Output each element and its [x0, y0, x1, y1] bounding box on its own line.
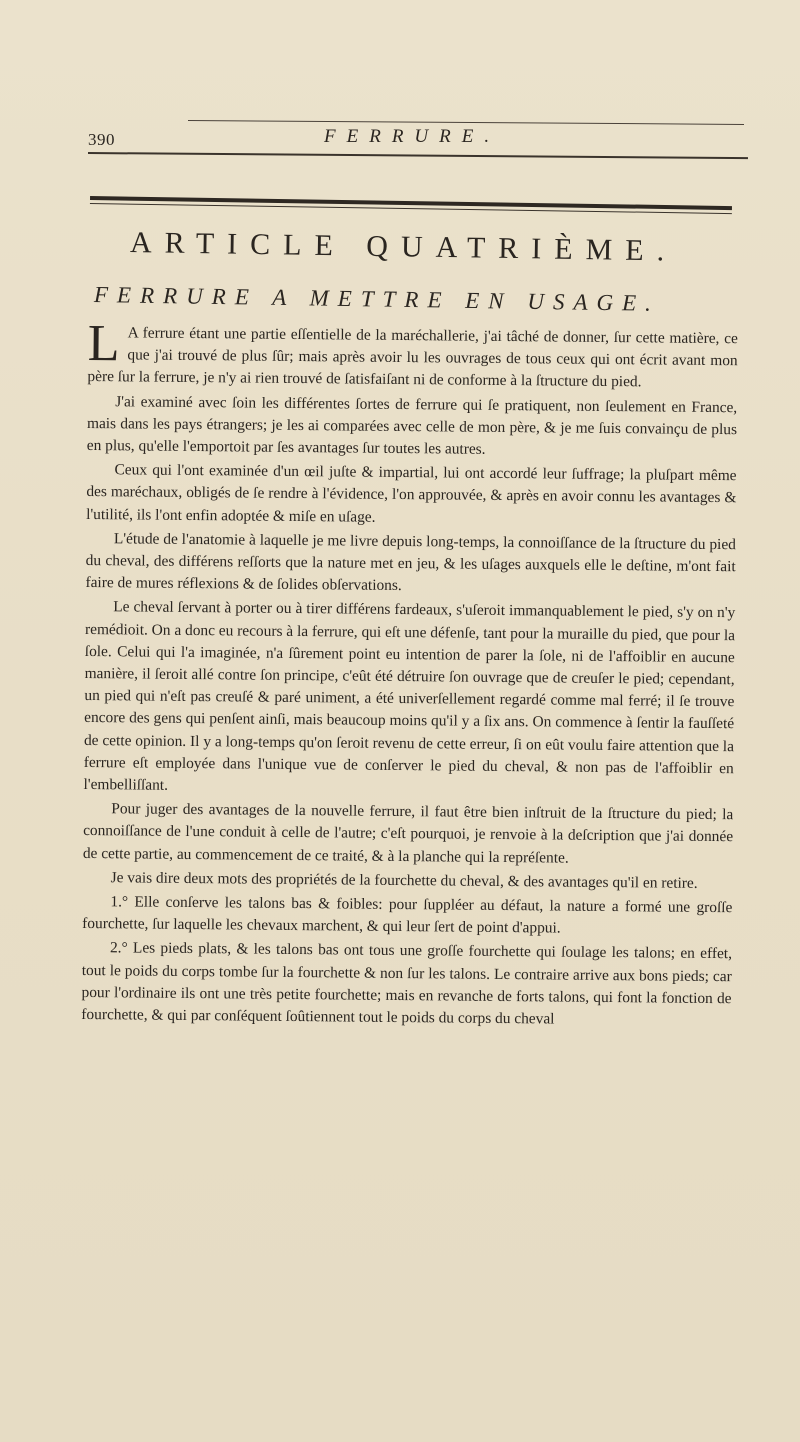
paragraph-2: J'ai examiné avec ſoin les différentes ſortes de ferrure qui ſe pratiquent, non ſeulement en France, mais dans les pays étrangers; je les ai comparées avec celle de mon père, & je me ſuis convainçu de plus en plus, qu'elle l'emportoit par ſes avantages ſur toutes les autres.	[86, 392, 738, 458]
page-number: 390	[88, 130, 115, 149]
paragraph-4: L'étude de l'anatomie à laquelle je me livre depuis long-temps, la connoiſſance de la ſtructure du pied du cheval, des différens reſſorts que la nature met en jeu, & les uſages auxquels elle le deſtine, m'ont fait faire de mures réflexions & de ſolides obſervations.	[85, 530, 736, 595]
article-title: ARTICLE QUATRIÈME.	[129, 226, 678, 268]
section-double-rule	[90, 196, 732, 214]
drop-cap: L	[87, 315, 120, 373]
paragraph-8: 1.° Elle conſerve les talons bas & foibles: pour ſuppléer au défaut, la nature a formé une groſſe fourchette, ſur laquelle les chevaux marchent, & qui leur ſert de point d'appui.	[82, 893, 733, 937]
top-thin-rule	[188, 120, 744, 125]
paragraph-3: Ceux qui l'ont examinée d'un œil juſte & impartial, lui ont accordé leur ſuffrage; la pluſpart même des maréchaux, obligés de ſe rendre à l'évidence, l'on approuvée, & après en avoir connu les avantages & l'utilité, ils l'ont enfin adoptée & miſe en uſage.	[86, 461, 737, 526]
paragraph-7: Je vais dire deux mots des propriétés de la fourchette du cheval, & des avantages qu'il en retire.	[110, 869, 698, 892]
page-header	[88, 126, 748, 156]
paragraph-6: Pour juger des avantages de la nouvelle ferrure, il faut être bien inſtruit de la ſtructure du pied; la connoiſſance de l'une conduit à celle de l'autre; c'eſt pourquoi, je renvoie à la deſcription que j'ai donnée de cette partie, au commencement de ce traité, & à la planche qui la repréſente.	[82, 800, 734, 867]
article-subtitle: FERRURE A METTRE EN USAGE.	[93, 282, 661, 316]
paragraph-1-text: A ferrure étant une partie eſſentielle de la maréchallerie, j'ai tâché de donner, ſur cette matière, ce que j'ai trouvé de plus ſûr; mais après avoir lu les ouvrages de tous ceux qui ont écrit avant mon père ſur la ferrure, je n'y ai rien trouvé de ſatisfaiſant ni de conforme à la ſtructure du pied.	[87, 324, 738, 391]
paragraph-5: Le cheval ſervant à porter ou à tirer différens fardeaux, s'uſeroit immanquablement le pied, s'y on n'y remédioit. On a donc eu recours à la ferrure, qui eſt une défenſe, tant pour la muraille du pied, que pour la ſole. Celui qui l'a imaginée, n'a ſûrement point eu intention de parer la ſole, ni de l'affoiblir en aucune manière, il ſeroit allé contre ſon principe, c'eût été détruire ſon ouvrage que de creuſer le pied; cependant, un pied qui n'eſt pas creuſé & paré uniment, a été univerſellement regardé comme mal ferré; il ſe trouve encore des gens qui penſent ainſi, mais beaucoup moins qu'il y a ſix ans. On commence à ſentir la fauſſeté de cette opinion. Il y a long-temps qu'on ſeroit revenu de cette erreur, ſi on eût voulu faire attention que la ferrure eſt employée dans l'unique vue de conſerver le pied du cheval, & non pas de l'affoiblir en l'embelliſſant.	[83, 598, 736, 794]
body-text	[81, 315, 738, 1035]
paragraph-1	[87, 315, 738, 395]
paragraph-9: 2.° Les pieds plats, & les talons bas ont tous une groſſe fourchette qui ſoulage les talons; en effet, tout le poids du corps tombe ſur la fourchette & non ſur les talons. Le contraire arrive aux bons pieds; car pour l'ordinaire ils ont une très petite fourchette; mais en revanche de forts talons, qui font la fonction de fourchette, & qui par conſéquent ſoûtiennent tout le poids du corps du cheval	[81, 939, 733, 1028]
running-title: FERRURE.	[324, 126, 501, 147]
